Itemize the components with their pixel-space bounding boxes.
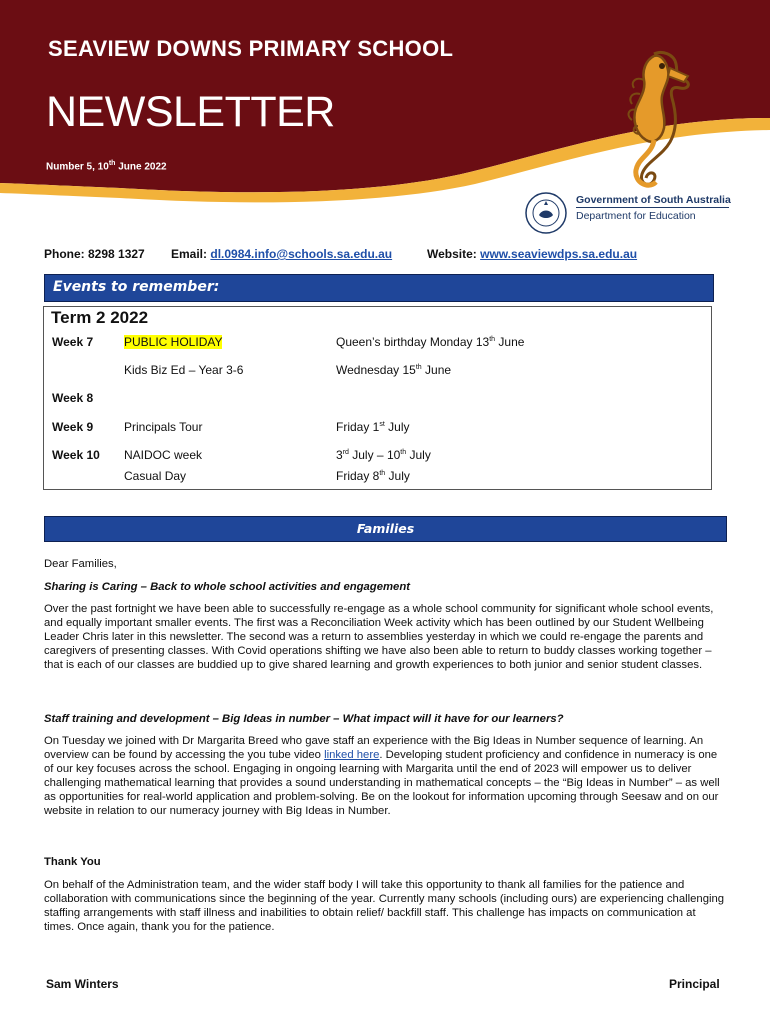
- section-heading: Staff training and development – Big Ideas in number – What impact will it have for our learners?: [44, 713, 564, 725]
- event-name: Casual Day: [124, 469, 187, 483]
- email-link[interactable]: dl.0984.info@schools.sa.edu.au: [210, 247, 393, 261]
- families-section-title: Families: [356, 521, 415, 536]
- event-name: Kids Biz Ed – Year 3-6: [124, 363, 244, 377]
- week-label: Week 9: [52, 420, 94, 434]
- government-title: Government of South Australia: [576, 194, 731, 206]
- government-divider: [576, 207, 729, 208]
- event-name: NAIDOC week: [124, 448, 203, 462]
- section-heading: Thank You: [44, 856, 101, 868]
- section-heading: Sharing is Caring – Back to whole school activities and engagement: [44, 581, 410, 593]
- department-title: Department for Education: [576, 210, 696, 222]
- video-link[interactable]: linked here: [324, 749, 380, 761]
- website-line: Website: www.seaviewdps.sa.edu.au: [427, 247, 638, 261]
- week-label: Week 10: [52, 448, 100, 462]
- term-title: Term 2 2022: [51, 308, 149, 327]
- term-events-box: [43, 306, 712, 490]
- families-section-bar: [44, 516, 727, 542]
- section-body: On Tuesday we joined with Dr Margarita Breed who gave staff an experience with the Big Ideas in Number sequence of learning. An overview can be found by accessing the you tube video linked here. Developing student proficiency and confidence in numeracy is one of our key focuses across the school. Engaging in ongoing learning with Margarita until the end of 2023 will empower us to deliver challenging mathematical learning that provides a sound understanding in mathematical concepts – the “Big Ideas in Number” – as well as opportunities for real-world application and problem-solving. Be on the lookout for information upcoming through Seesaw and on our website in relation to our numeracy journey with Big Ideas in Number.: [44, 735, 720, 817]
- seahorse-logo-icon: [596, 46, 696, 194]
- school-name: SEAVIEW DOWNS PRIMARY SCHOOL: [48, 36, 454, 61]
- issue-line: Number 5, 10th June 2022: [46, 160, 167, 173]
- event-date: Queen’s birthday Monday 13th June: [336, 335, 525, 349]
- signature-name: Sam Winters: [46, 977, 119, 991]
- week-label: Week 7: [52, 335, 94, 349]
- greeting: Dear Families,: [44, 558, 117, 570]
- phone-label: Phone: 8298 1327: [44, 247, 145, 261]
- email-line: Email: dl.0984.info@schools.sa.edu.au: [171, 247, 393, 261]
- government-crest-icon: [524, 191, 568, 235]
- events-section-title: Events to remember:: [53, 279, 220, 295]
- event-date: 3rd July – 10th July: [336, 448, 431, 462]
- event-date: Wednesday 15th June: [336, 363, 452, 377]
- event-name: Principals Tour: [124, 420, 203, 434]
- events-section-bar: [44, 274, 714, 302]
- section-body: Over the past fortnight we have been able to successfully re-engage as a whole school community for significant whole school events, and equally important smaller events. The first was a Reconciliation Week activity which has been outlined by our Student Wellbeing Leader Chris later in this newsletter. The second was a return to assemblies yesterday in which we could re-engage the parents and caregivers of presenting classes. With Covid operations shifting we have also been able to return to buddy classes working together – that is each of our classes are buddied up to give shared learning and growth experiences to both junior and senior student classes.: [44, 603, 714, 671]
- signature-role: Principal: [669, 977, 720, 991]
- event-name: PUBLIC HOLIDAY: [124, 335, 223, 349]
- event-date: Friday 8th July: [336, 469, 410, 483]
- newsletter-title: NEWSLETTER: [46, 88, 335, 136]
- section-body: On behalf of the Administration team, and the wider staff body I will take this opportunity to thank all families for the patience and collaboration with communications since the beginning of the year. Currently many schools (including ours) are experiencing challenging staffing arrangements with staff illness and inabilities to obtain relief/ backfill staff. This challenge has impacts on communication at times. Once again, thank you for the patience.: [44, 879, 725, 933]
- event-date: Friday 1st July: [336, 420, 410, 434]
- week-label: Week 8: [52, 391, 94, 405]
- website-link[interactable]: www.seaviewdps.sa.edu.au: [480, 247, 638, 261]
